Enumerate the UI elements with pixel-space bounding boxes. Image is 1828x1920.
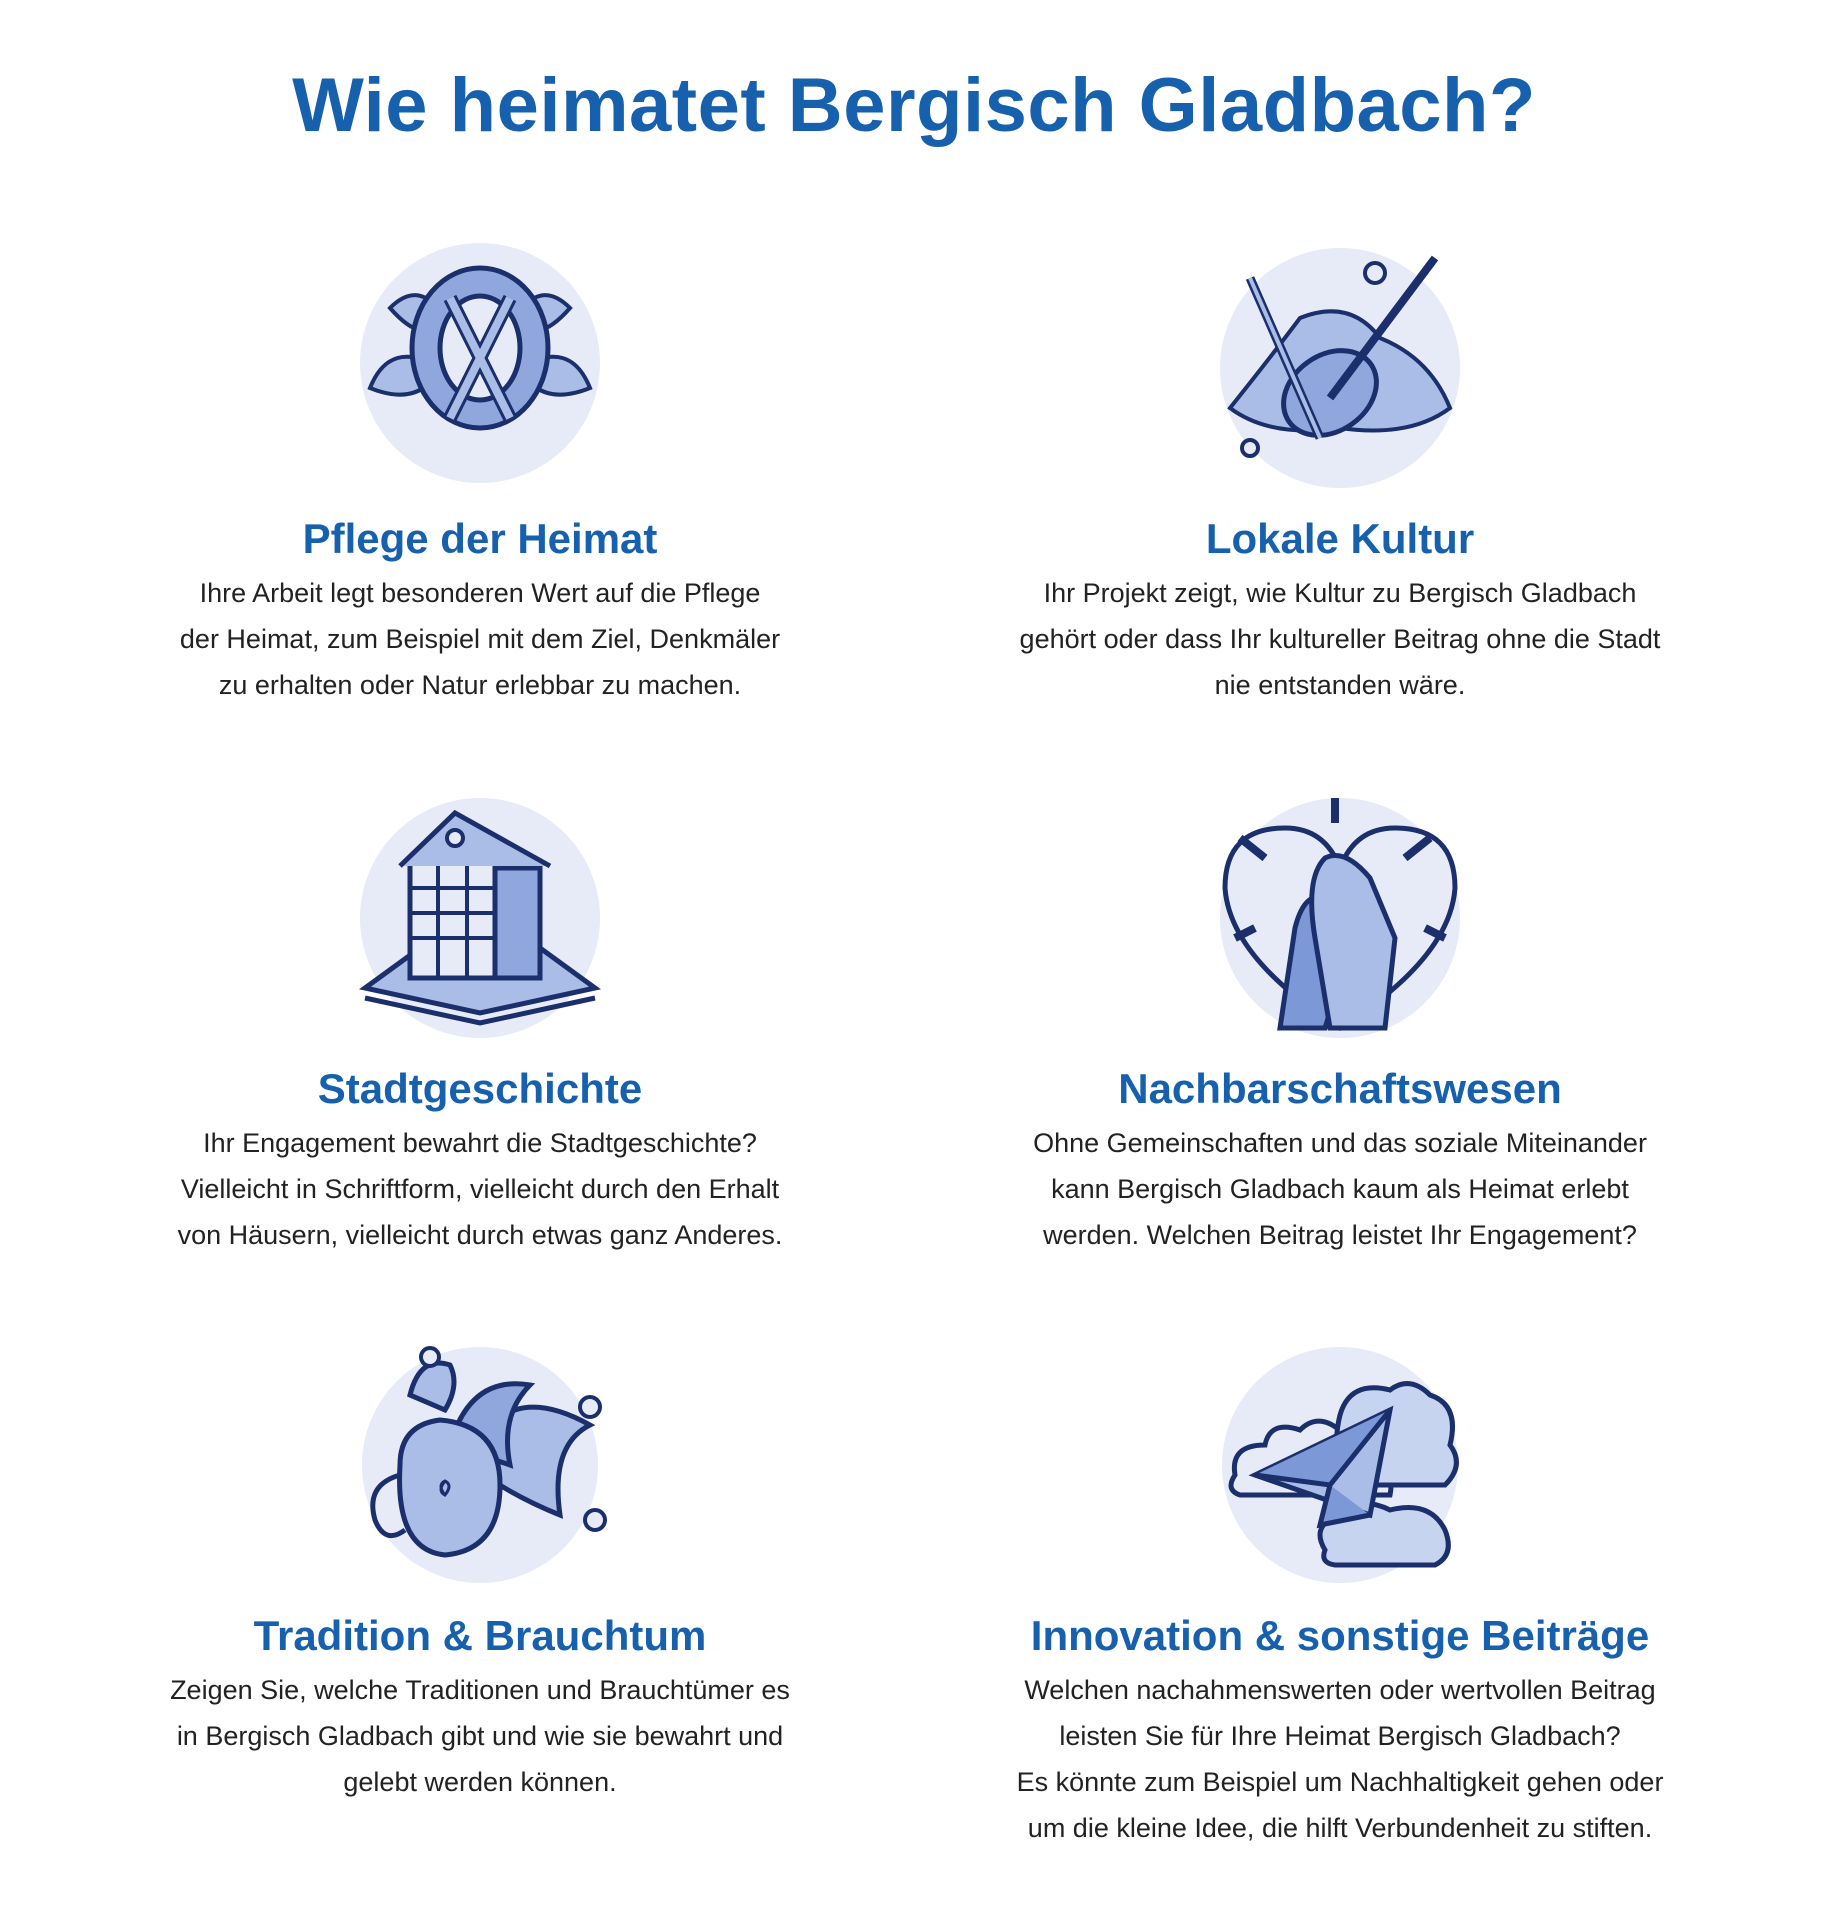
page-title: Wie heimatet Bergisch Gladbach? (292, 63, 1536, 148)
card-stadtgeschichte (80, 788, 880, 1258)
card-title: Lokale Kultur (1205, 515, 1475, 562)
card-pflege-der-heimat (80, 238, 880, 708)
card-text-line: werden. Welchen Beitrag leistet Ihr Engagement? (1043, 1220, 1637, 1251)
card-nachbarschaftswesen (940, 788, 1740, 1258)
card-text-line: leisten Sie für Ihre Heimat Bergisch Gladbach? (1059, 1721, 1621, 1752)
card-text (940, 1120, 1740, 1258)
high-five-heart-icon (1210, 788, 1470, 1048)
card-title: Tradition & Brauchtum (253, 1612, 707, 1659)
card-text (80, 570, 880, 708)
card-text-line: Es könnte zum Beispiel um Nachhaltigkeit gehen oder (1016, 1767, 1664, 1798)
card-text-line: gelebt werden können. (343, 1767, 617, 1798)
card-text-line: um die kleine Idee, die hilft Verbundenheit zu stiften. (1027, 1813, 1653, 1844)
card-title: Nachbarschaftswesen (1118, 1065, 1562, 1112)
card-lokale-kultur (940, 238, 1740, 708)
card-text-line: Ihre Arbeit legt besonderen Wert auf die Pflege (199, 578, 761, 609)
violin-brush-icon (1210, 238, 1470, 498)
water-wheel-leaves-icon (350, 238, 610, 498)
card-title: Pflege der Heimat (302, 515, 658, 562)
card-title: Innovation & sonstige Beiträge (1030, 1612, 1650, 1659)
house-on-book-icon (350, 788, 610, 1048)
card-text-line: nie entstanden wäre. (1214, 670, 1466, 701)
card-text (80, 1667, 880, 1805)
card-title: Stadtgeschichte (317, 1065, 643, 1112)
card-text-line: Vielleicht in Schriftform, vielleicht durch den Erhalt (180, 1174, 780, 1205)
card-text-line: Welchen nachahmenswerten oder wertvollen Beitrag (1024, 1675, 1656, 1706)
card-innovation-sonstige-beitraege (940, 1335, 1740, 1851)
card-tradition-brauchtum (80, 1335, 880, 1805)
card-text-line: zu erhalten oder Natur erlebbar zu machen. (218, 670, 742, 701)
card-text-line: Zeigen Sie, welche Traditionen und Brauchtümer es (170, 1675, 790, 1706)
card-text-line: Ohne Gemeinschaften und das soziale Miteinander (1033, 1128, 1647, 1159)
card-text-line: gehört oder dass Ihr kultureller Beitrag ohne die Stadt (1019, 624, 1661, 655)
card-text-line: kann Bergisch Gladbach kaum als Heimat erlebt (1051, 1174, 1629, 1205)
card-text (940, 1667, 1740, 1851)
card-text-line: der Heimat, zum Beispiel mit dem Ziel, Denkmäler (179, 624, 781, 655)
paper-plane-clouds-icon (1210, 1335, 1470, 1595)
jester-hat-jug-icon (350, 1335, 610, 1595)
card-text-line: Ihr Engagement bewahrt die Stadtgeschichte? (203, 1128, 757, 1159)
card-text (940, 570, 1740, 708)
card-text-line: Ihr Projekt zeigt, wie Kultur zu Bergisch Gladbach (1043, 578, 1637, 609)
card-text-line: in Bergisch Gladbach gibt und wie sie bewahrt und (176, 1721, 784, 1752)
card-text (80, 1120, 880, 1258)
card-text-line: von Häusern, vielleicht durch etwas ganz Anderes. (177, 1220, 783, 1251)
